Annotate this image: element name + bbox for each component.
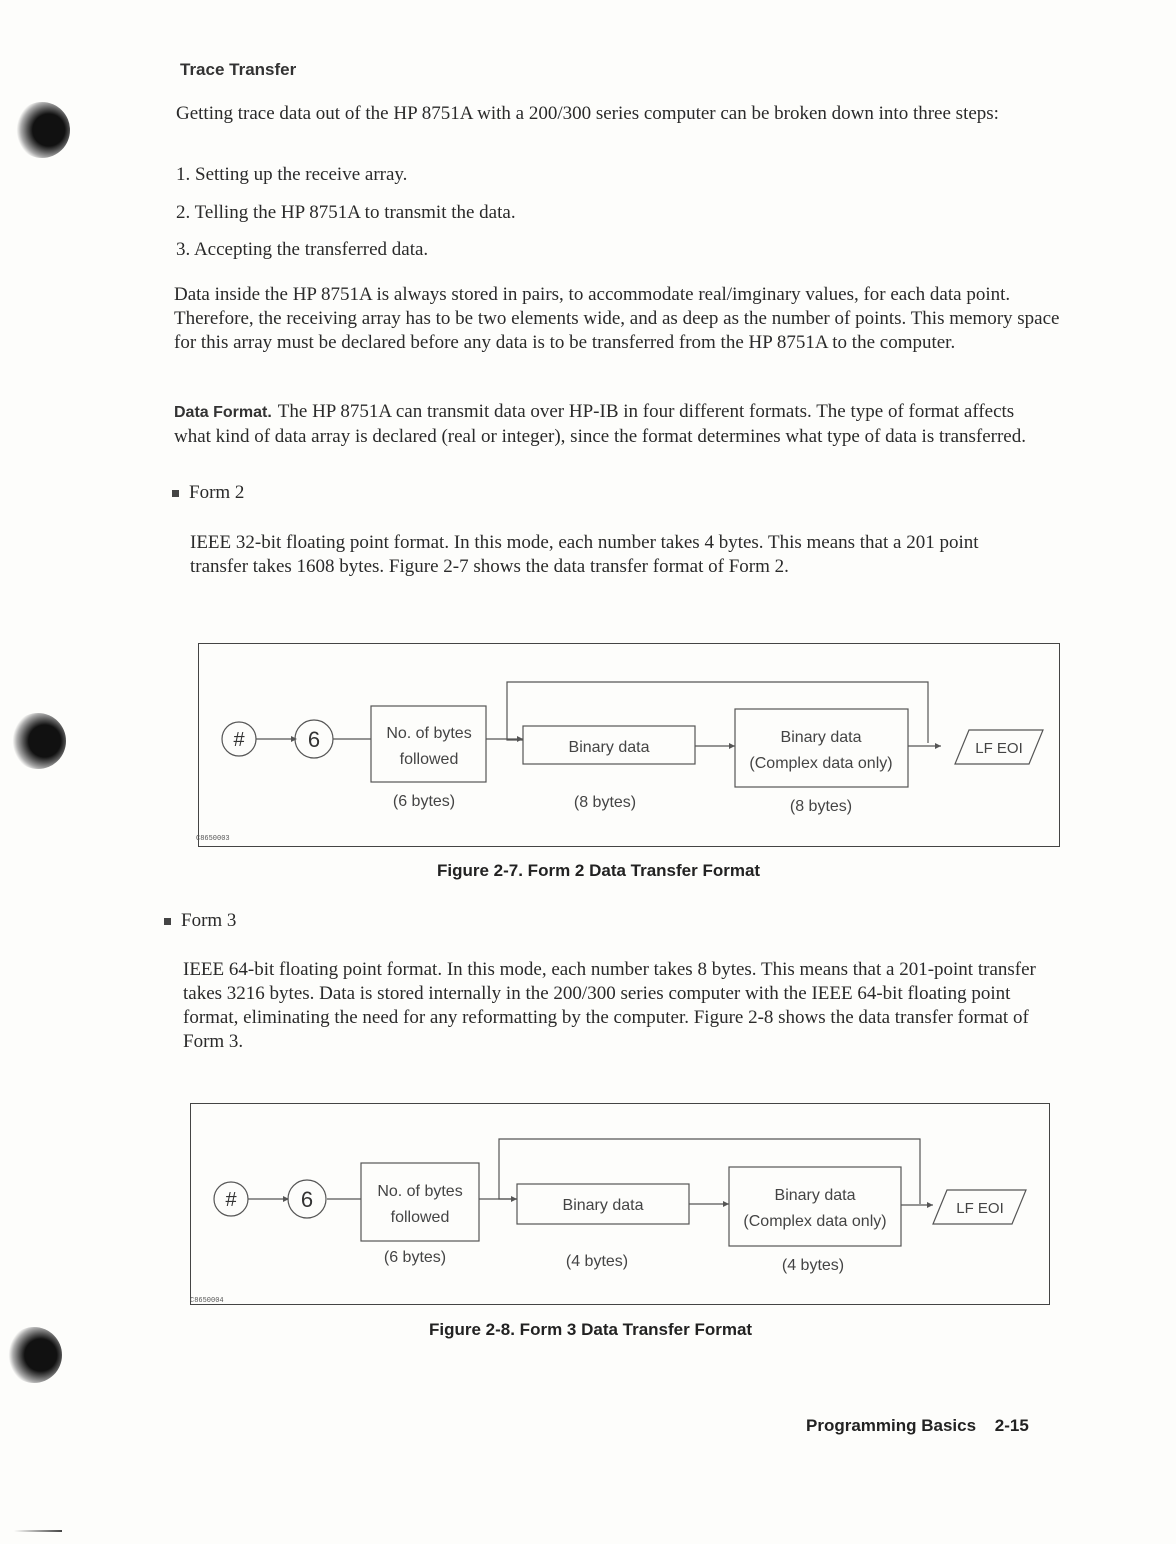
figure-2-8-code: C8650004 <box>190 1297 224 1305</box>
size-label-1: (6 bytes) <box>392 793 456 810</box>
bytes-count-box <box>361 1163 479 1241</box>
six-symbol: 6 <box>307 727 321 752</box>
six-symbol: 6 <box>300 1187 314 1212</box>
form3-paragraph: IEEE 64-bit floating point format. In this mode, each number takes 8 bytes. This means that a 201-point transfer takes 3216 bytes. Data is stored internally in the 200/300 series computer with the IEEE 64-bit floating point format, eliminating the need for any reformatting by the computer. Figure 2-8 shows the data transfer format of Form 3. <box>183 959 1036 1052</box>
figure-2-7 <box>198 643 1060 847</box>
binder-hole-top <box>14 102 70 158</box>
complex-data-box <box>735 709 908 787</box>
size-label-1: (6 bytes) <box>383 1249 447 1266</box>
form3-bullet <box>164 910 236 932</box>
binary-data-label: Binary data <box>568 739 650 756</box>
figure-2-7-caption: Figure 2-7. Form 2 Data Transfer Format <box>437 861 761 880</box>
binary-data-label: Binary data <box>562 1197 644 1214</box>
lf-eoi-label: LF EOI <box>956 1200 1004 1217</box>
complex-data-line2: (Complex data only) <box>749 755 893 772</box>
bullet-icon <box>164 918 171 925</box>
binder-hole-bottom <box>6 1327 62 1383</box>
bytes-count-line2: followed <box>390 1209 450 1226</box>
bytes-count-line2: followed <box>399 751 459 768</box>
storage-paragraph: Data inside the HP 8751A is always stored in pairs, to accommodate real/imginary values, for each data point. Therefore, the receiving array has to be two elements wide, and as deep as the number of points. This memory space for this array must be declared before any data is to be transferred from the HP 8751A to the computer. <box>174 284 1060 353</box>
bullet-icon <box>172 490 179 497</box>
footer-section: Programming Basics <box>806 1416 977 1435</box>
figure-2-7-code: C8650003 <box>196 835 230 843</box>
footer-page-number: 2-15 <box>994 1416 1029 1435</box>
step-1: 1. Setting up the receive array. <box>176 164 408 185</box>
page-footer <box>806 1416 1029 1436</box>
step-3: 3. Accepting the transferred data. <box>176 239 429 260</box>
complex-data-line2: (Complex data only) <box>743 1213 887 1230</box>
complex-data-box <box>729 1167 901 1246</box>
hash-symbol: # <box>225 1189 237 1211</box>
figure-2-8-caption: Figure 2-8. Form 3 Data Transfer Format <box>429 1320 753 1339</box>
scan-edge-mark <box>14 1530 62 1532</box>
data-format-label: Data Format. <box>174 404 272 421</box>
figure-2-8-diagram <box>191 1104 1051 1306</box>
size-label-3: (4 bytes) <box>781 1257 845 1274</box>
bytes-count-box <box>371 706 486 782</box>
figure-2-8 <box>190 1103 1050 1305</box>
form2-bullet <box>172 482 244 504</box>
lf-eoi-label: LF EOI <box>975 740 1023 757</box>
hash-symbol: # <box>233 729 245 751</box>
complex-data-line1: Binary data <box>780 729 862 746</box>
complex-data-line1: Binary data <box>774 1187 856 1204</box>
bytes-count-line1: No. of bytes <box>377 1183 463 1200</box>
size-label-2: (8 bytes) <box>573 794 637 811</box>
size-label-3: (8 bytes) <box>789 798 853 815</box>
figure-2-7-diagram <box>199 644 1061 848</box>
form2-label: Form 2 <box>189 482 245 503</box>
data-format-text: The HP 8751A can transmit data over HP-IB in four different formats. The type of format affects what kind of data array is declared (real or integer), since the format determines what type of data is transferred. <box>174 401 1026 447</box>
form3-label: Form 3 <box>181 910 237 931</box>
size-label-2: (4 bytes) <box>565 1253 629 1270</box>
binder-hole-middle <box>10 713 66 769</box>
step-2: 2. Telling the HP 8751A to transmit the data. <box>176 202 516 223</box>
intro-paragraph: Getting trace data out of the HP 8751A with a 200/300 series computer can be broken down into three steps: <box>176 103 999 124</box>
bytes-count-line1: No. of bytes <box>386 725 472 742</box>
section-heading: Trace Transfer <box>180 60 297 79</box>
data-format-paragraph <box>174 400 1044 449</box>
form2-paragraph: IEEE 32-bit floating point format. In this mode, each number takes 4 bytes. This means that a 201 point transfer takes 1608 bytes. Figure 2-7 shows the data transfer format of Form 2. <box>190 532 979 577</box>
